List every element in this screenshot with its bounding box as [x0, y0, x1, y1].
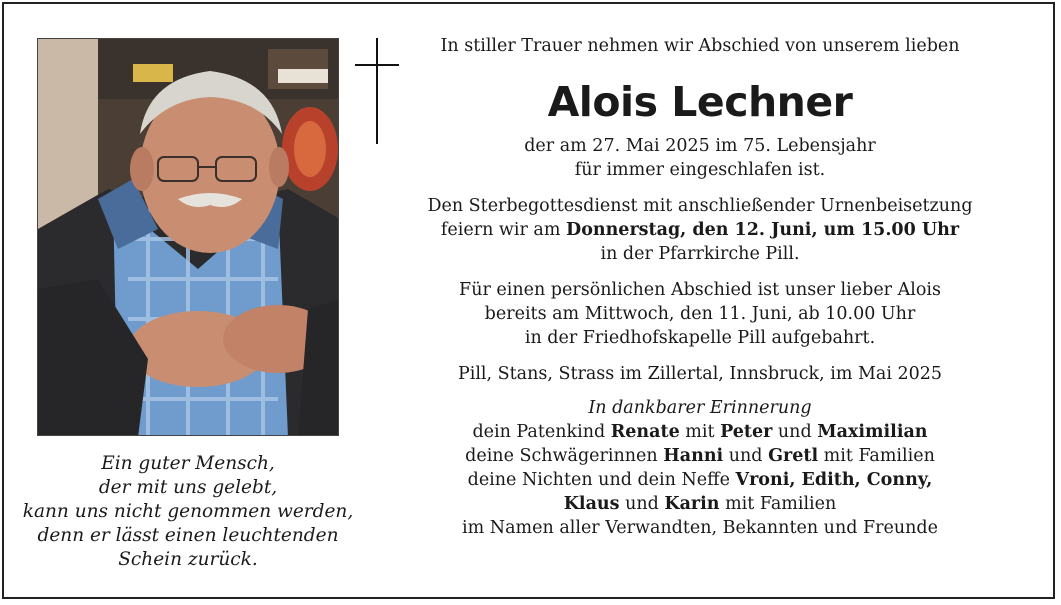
- mourner-name: Vroni, Edith, Conny,: [735, 470, 933, 490]
- service-date: Donnerstag, den 12. Juni, um 15.00 Uhr: [566, 220, 960, 240]
- verse-line: Schein zurück.: [118, 549, 258, 570]
- mourners-line-1: [400, 420, 1000, 444]
- mourner-text: und: [772, 422, 818, 442]
- service-line-2-text: feiern wir am: [440, 220, 567, 240]
- mourner-text: und: [723, 446, 769, 466]
- mourner-text: mit: [679, 422, 721, 442]
- mourners-line-3: [400, 468, 1000, 492]
- mourner-name: Gretl: [768, 446, 819, 466]
- mourner-text: deine Schwägerinnen: [465, 446, 664, 466]
- intro-line: In stiller Trauer nehmen wir Abschied von unserem lieben: [440, 36, 960, 56]
- mourner-name: Renate: [610, 422, 680, 442]
- deceased-name: Alois Lechner: [547, 78, 853, 126]
- death-line-1: der am 27. Mai 2025 im 75. Lebensjahr: [524, 136, 876, 156]
- remembrance-line: [400, 396, 1000, 420]
- obituary-text: [400, 32, 1000, 540]
- mourner-name: Karin: [664, 494, 720, 514]
- place-date: Pill, Stans, Strass im Zillertal, Innsbruck, im Mai 2025: [457, 364, 943, 384]
- service-line-2: [400, 218, 1000, 242]
- mourner-name: Hanni: [663, 446, 724, 466]
- farewell-line-1: Für einen persönlichen Abschied ist unser lieber Alois: [459, 280, 941, 300]
- mourners-line-5: im Namen aller Verwandten, Bekannten und Freunde: [462, 518, 938, 538]
- memorial-verse: [8, 452, 368, 572]
- farewell-line-2: bereits am Mittwoch, den 11. Juni, ab 10.00 Uhr: [484, 304, 916, 324]
- mourner-name: Maximilian: [817, 422, 928, 442]
- mourner-text: und: [619, 494, 665, 514]
- mourner-name: Peter: [720, 422, 773, 442]
- verse-line: Ein guter Mensch,: [101, 453, 275, 474]
- mourners-line-4: [400, 492, 1000, 516]
- verse-line: denn er lässt einen leuchtenden: [37, 525, 339, 546]
- mourner-text: deine Nichten und dein Neffe: [467, 470, 736, 490]
- mourner-name: Klaus: [563, 494, 620, 514]
- cross-horizontal: [355, 64, 399, 66]
- death-line-2: für immer eingeschlafen ist.: [574, 160, 826, 180]
- mourners-line-2: [400, 444, 1000, 468]
- remembrance-text: In dankbarer Erinnerung: [588, 398, 812, 418]
- cross-vertical: [376, 38, 378, 144]
- mourner-text: mit Familien: [719, 494, 837, 514]
- mourner-text: mit Familien: [818, 446, 935, 466]
- portrait-photo: [37, 38, 339, 436]
- mourner-text: dein Patenkind: [472, 422, 611, 442]
- service-line-1: Den Sterbegottesdienst mit anschließender Urnenbeisetzung: [427, 196, 973, 216]
- verse-line: kann uns nicht genommen werden,: [22, 501, 354, 522]
- farewell-line-3: in der Friedhofskapelle Pill aufgebahrt.: [524, 328, 876, 348]
- service-line-3: in der Pfarrkirche Pill.: [600, 244, 800, 264]
- verse-line: der mit uns gelebt,: [98, 477, 278, 498]
